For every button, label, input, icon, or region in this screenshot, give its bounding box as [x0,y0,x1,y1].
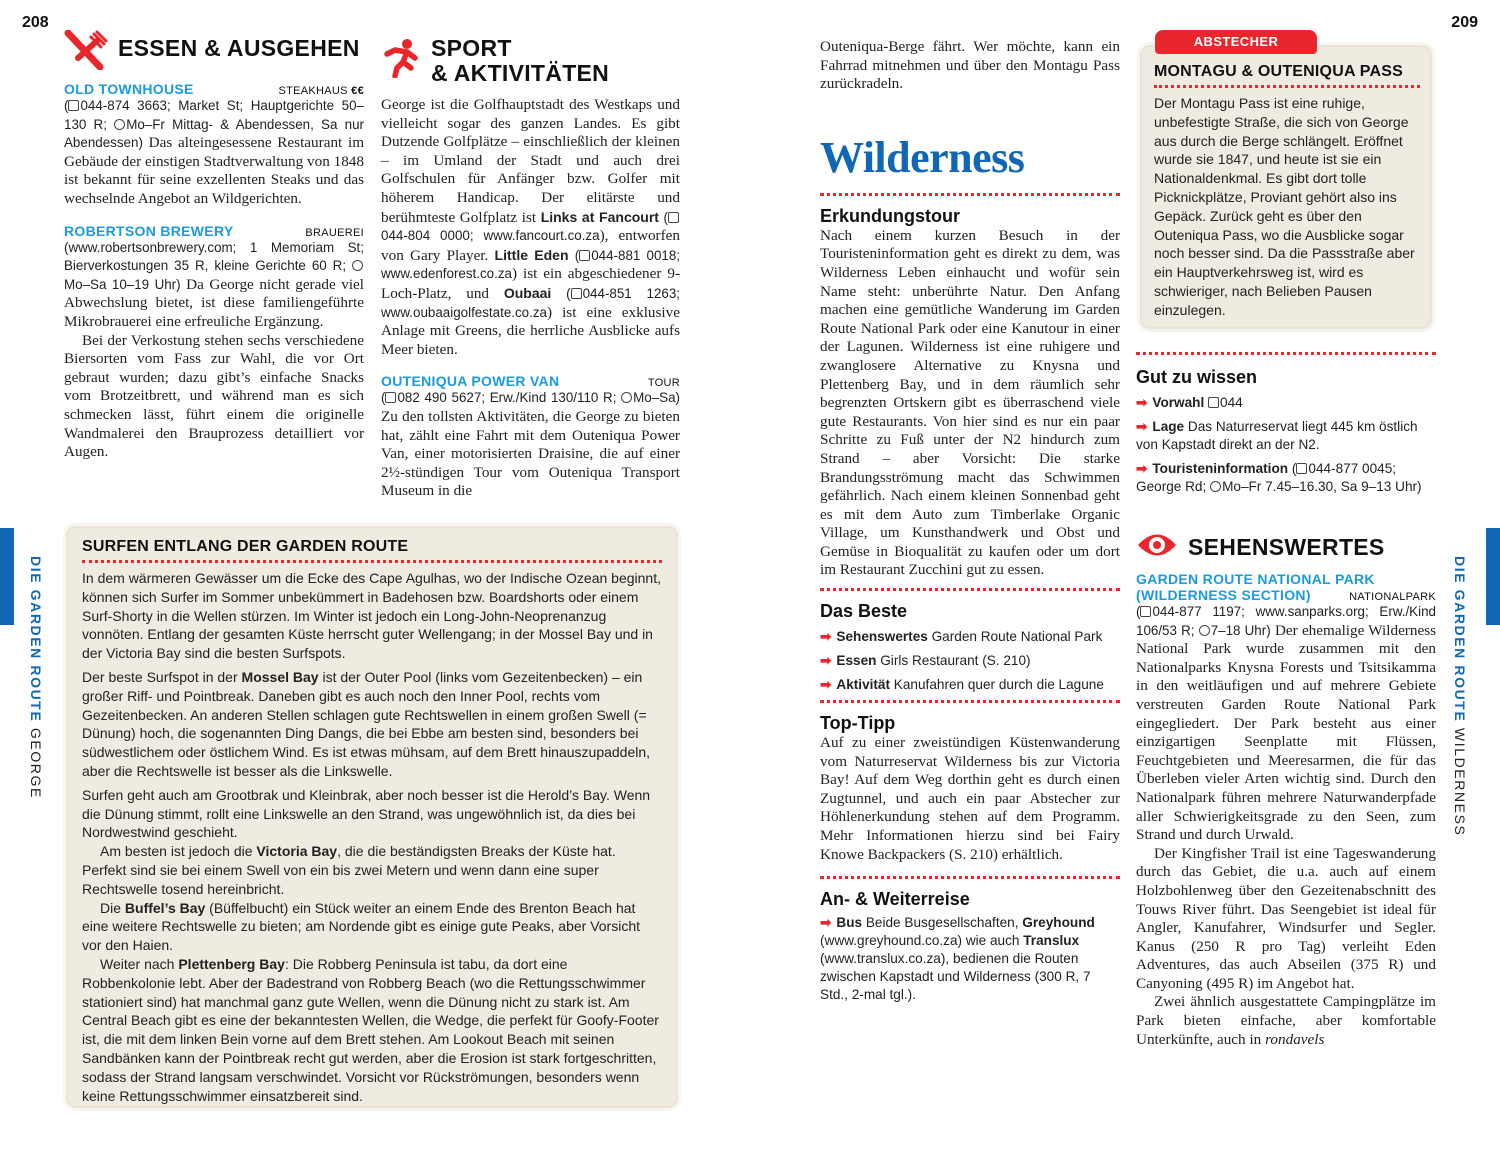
entry-power-van-body: ( 082 490 5627; Erw./Kind 130/110 R; Mo–Sa) Zu den tollsten Aktivitäten, die George zu bieten hat, zählt eine Fahrt mit dem Outeniqua Power Van, einer motorisierten Draisine, die auf einer 2½-stündigen Tour vom Outeniqua Transport Museum in die [381,390,681,500]
toptipp-heading: Top-Tipp [820,713,896,734]
entry-name: OLD TOWNHOUSE [64,81,194,97]
entry-old-townhouse-body: ( 044-874 3663; Market St; Hauptgerichte 50–130 R; Mo–Fr Mittag- & Abendessen, Sa nur Abendessen) Das alteingesessene Restaurant im Gebäude der einstigen Stadtverwaltung von 1848 ist bekannt für seine exzellenten Steaks und das wechselnde Angebot an Wildgerichten. [64,98,365,207]
phone-icon [579,250,590,261]
phone-icon [68,100,79,111]
clock-icon [621,392,632,403]
phone-icon [1296,463,1307,474]
side-label-right [1452,556,1468,836]
essen-title: ESSEN & AUSGEHEN [118,35,360,61]
clock-icon [352,260,363,271]
side-label-left [28,556,44,799]
abstecher-text: Der Montagu Pass ist eine ruhige, unbefestigte Straße, die sich von George aus durch die Berge schlängelt. Eröffnet wurde sie 1847, und heute ist sie ein Nationaldenkmal. Es gibt dort tolle Picknickplätze, Proviant gehört also ins Gepäck. Zurück geht es über den Outeniqua Pass, wo die Ausblicke sogar noch besser sind. Da die Passstraße aber ein Hauptverkehrsweg ist, wird es schwieriger, nach Belieben Pausen einzulegen. [1154,95,1415,318]
fact-item: ➡ Vorwahl 044 [1136,395,1243,410]
entry-robertson-body: (www.robertsonbrewery.com; 1 Memoriam St; Bierverkostungen 35 R, kleine Gerichte 60 R; Mo–Sa 10–19 Uhr) Da George nicht gerade viel Abwechslung bietet, ist diese familiengeführte Mikrobrauerei eine erfreuliche Ergänzung. Bei der Verkostung stehen sechs verschiedene Biersorten vom Fass zur Wahl, die vor Ort gebraut wurden; dazu gibt’s einfache Snacks vom Brotzeitbrett, und während man es sich schmecken lässt, führt einem die originelle Wandmalerei den Brauprozess detailliert vor Augen. [64,239,364,461]
entry-name: ROBERTSON BREWERY [64,222,234,239]
entry-type: STEAKHAUS €€ [278,85,364,97]
continued-text: Outeniqua-Berge fährt. Wer möchte, kann ein Fahrrad mitnehmen und über den Montagu Pass zurückradeln. [820,38,1120,93]
divider [1136,352,1436,355]
beste-item: ➡ Aktivität Kanufahren quer durch die Lagune [820,677,1104,693]
sport-intro: George ist die Golfhauptstadt des Westkaps und vielleicht sogar des ganzen Landes. Es gibt Dutzende Golfplätze – einschließlich der kleinen – im Umland der Stadt und auch drei Golfschulen für Anfänger bzw. Golfer mit höherem Handicap. Der elitärste und berühmteste Golfplatz ist Links at Fancourt (044-804 0000; www.fancourt.co.za), entworfen von Gary Player. Little Eden ( 044-881 0018; www.edenforest.co.za) ist ein abgeschiedener 9-Loch-Platz, und Oubaai ( 044-851 1263; www.oubaaigolfestate.co.za) ist eine exklusive Anlage mit Greens, die herrliche Ausblicke aufs Meer bieten. [381,96,681,358]
abstecher-box [1140,45,1432,329]
entry-type: NATIONALPARK [1349,591,1436,603]
erkundung-heading: Erkundungstour [820,205,960,226]
entry-name: OUTENIQUA POWER VAN [381,373,560,390]
essen-column [64,30,364,462]
essen-header [64,30,364,75]
side-label-place: WILDERNESS [1452,727,1468,837]
sehenswertes-title: SEHENSWERTES [1188,534,1385,560]
arrow-right-icon: ➡ [820,915,832,931]
surf-box-title: SURFEN ENTLANG DER GARDEN ROUTE [82,538,662,563]
gut-zu-wissen-heading: Gut zu wissen [1136,367,1258,387]
anreise-text: ➡ Bus Beide Busgesellschaften, Greyhound (www.greyhound.co.za) wie auch Translux (www.translux.co.za), bedienen die Routen zwischen Kapstadt und Wilderness (300 R, 7 Std., 2-mal tgl.). [820,915,1095,1003]
arrow-right-icon: ➡ [1136,461,1148,476]
beste-list [820,628,1120,694]
right-column [1136,352,1436,1049]
sehenswertes-header [1136,530,1436,565]
clock-icon [114,119,125,130]
beste-item: ➡ Essen Girls Restaurant (S. 210) [820,653,1031,669]
entry-name-line2: (WILDERNESS SECTION) [1136,587,1311,603]
divider [820,700,1120,703]
entry-type: BRAUEREI [305,226,364,239]
gut-zu-wissen-list [1136,394,1436,496]
beste-heading: Das Beste [820,601,908,622]
surf-info-box [66,526,678,1108]
arrow-right-icon: ➡ [1136,419,1148,434]
phone-icon [385,392,396,403]
divider [820,193,1120,196]
side-tab-marker-right [1486,528,1500,625]
phone-icon [1208,397,1219,408]
entry-old-townhouse-header [64,81,364,97]
divider [820,588,1120,591]
side-label-region: DIE GARDEN ROUTE [28,556,44,723]
clock-icon [1199,625,1210,636]
side-tab-marker-left [0,528,14,625]
fork-knife-icon [64,30,108,75]
entry-garden-route-body: ( 044-877 1197; www.sanparks.org; Erw./Kind 106/53 R; 7–18 Uhr) Der ehemalige Wilderness National Park wurde zusammen mit den Nationalparks Knysna Forests und Tsitsikamma in den weitläufigen und auf mehrere Gebiete verstreuten Garden Route National Park eingegliedert. Der Park besteht aus einer einzigartigen Seenplatte mit Flüssen, Feuchtgebieten und Meeresarmen, die für das Überleben vieler Arten wichtig sind. Durch den Nationalpark führen mehrere Naturwanderpfade aller Schwierigkeitsgrade zu den Seen, zum Strand und durch Urwald. Der Kingfisher Trail ist eine Tageswanderung durch das Gebiet, die u.a. auch auf einem Holzbohlenweg über den Gezeitenabschnitt des Touws River führt. Das Seengebiet ist ideal für Angler, Kanufahrer, Windsurfer und Segler. Kanus (250 R pro Tag) verleiht Eden Adventures, das auch Abseilen (375 R) und Canyoning (495 R) im Angebot hat. Zwei ähnlich ausgestattete Campingplätze im Park bieten einfache, aber komfortable Unterkünfte, auch in rondavels [1136,604,1437,1048]
arrow-right-icon: ➡ [820,629,832,645]
fact-item: ➡ Touristeninformation ( 044-877 0045; George Rd; Mo–Fr 7.45–16.30, Sa 9–13 Uhr) [1136,461,1422,494]
phone-icon [1140,606,1151,617]
clock-icon [1210,481,1221,492]
eye-icon [1136,530,1178,565]
sport-column [381,36,680,501]
arrow-right-icon: ➡ [820,653,832,669]
anreise-heading: An- & Weiterreise [820,889,970,910]
entry-robertson-header [64,223,364,239]
price-level: €€ [351,85,364,97]
toptipp-text: Auf zu einer zweistündigen Küstenwanderung vom Naturreservat Wilderness bis zur Victoria Bay! Auf dem Weg dorthin geht es durch einen Zugtunnel, und auch ein paar Abstecher zur Höhlenerkundung stehen auf dem Programm. Mehr Informationen hierzu sind bei Fairy Knowe Backpackers (S. 210) erhältlich. [820,734,1120,863]
abstecher-badge: ABSTECHER [1155,30,1317,54]
entry-garden-route-header [1136,571,1436,603]
abstecher-title: MONTAGU & OUTENIQUA PASS [1154,63,1420,88]
surf-box-text: In dem wärmeren Gewässer um die Ecke des Cape Agulhas, wo der Indische Ozean beginnt, können sich Surfer im Sommer unbekümmert in Badehosen bzw. Boardshorts oder einem Surf-Shorty in die Wellen stürzen. Im Winter ist jedoch ein Long-John-Neoprenanzug vonnöten. Entlang der gesamten Küste herrscht guter Wellengang; in der Mossel Bay und in der Victoria Bay sind die besten Surfspots. Der beste Surfspot in der Mossel Bay ist der Outer Pool (links vom Gezeitenbecken) – ein großer Riff- und Pointbreak. Daneben gibt es auch noch den Inner Pool, rechts vom Gezeitenbecken. An anderen Stellen schlagen gute Rechtswellen in einem großen Swell (= Dünung) hoch, die sogenannten Ding Dangs, die bei Ebbe am besten sind, besonders bei südwestlichem oder östlichem Wind. Es ist etwas mühsam, auf dem Brett hinauszupaddeln, aber die Rechtswelle ist besser als die Linkswelle. Surfen geht auch am Grootbrak und Kleinbrak, aber noch besser ist die Herold’s Bay. Wenn die Dünung stimmt, rollt eine Linkswelle an den Strand, was ungewöhnlich ist, da dies bei Nordwestwind geschieht. Am besten ist jedoch die Victoria Bay, die die beständigsten Breaks der Küste hat. Perfekt sind sie bei einem Swell von ein bis zwei Metern und wenn dann eine super Rechtswelle tosend hereinbricht. Die Buffel’s Bay (Büffelbucht) ein Stück weiter an einem Ende des Brenton Beach hat eine weitere Rechtswelle zu bieten; am Nordende gibt es einige gute Peaks, aber Vorsicht vor den Haien. Weiter nach Plettenberg Bay: Die Robberg Peninsula ist tabu, da dort eine Robbenkolonie lebt. Aber der Badestrand von Robberg Beach (wo die Rettungsschwimmer stationiert sind) hat manchmal ganz gute Wellen, wenn die Dünung nicht zu stark ist. Am Central Beach gibt es eine der bekanntesten Wellen, die Wedge, die perfekt für Goofy-Footer ist, die mit dem linken Bein vorne auf dem Brett stehen. Am Lookout Beach mit seinen Sandbänken kann der Pointbreak recht gut werden, aber die Erosion ist stark fortgeschritten, sodass der Strand langsam verschwindet. Vorsicht vor Rückströmungen, besonders wenn keine Rettungsschwimmer einsatzbereit sind. [82,570,661,1104]
chapter-title: Wilderness [820,132,1025,182]
page-number-left: 208 [22,14,49,31]
sport-header [381,36,680,86]
erkundung-text: Nach einem kurzen Besuch in der Touristeninformation geht es direkt zu dem, was Wilderness Leben einhaucht und wofür sein Name steht: unberührte Natur. Den Anfang machen eine gemütliche Wanderung im Garden Route National Park oder eine Kanutour in einer der Lagunen. Wilderness ist eine ruhigere und zwanglosere Alternative zu Knysna und Plettenberg Bay, und in dem räumlich sehr begrenzten Ortskern gibt es überraschend viele gute Restaurants. Von hier sind es nur ein paar Schritte zu Fuß unter der N2 hindurch zum Strand – aber Vorsicht: Die starke Brandungsströmung macht das Schwimmen gefährlich. Nach einem kleinen Sonnenbad geht es mit dem Auto zum Timberlake Organic Village, um Kunsthandwerk und Obst und Gemüse in Bioqualität zu kaufen oder um dort im Restaurant Zucchini gut zu essen. [820,226,1120,579]
phone-icon [668,212,679,223]
entry-power-van-header [381,373,680,389]
sport-title: SPORT & AKTIVITÄTEN [431,35,610,86]
divider [820,876,1120,879]
runner-icon [381,38,421,83]
arrow-right-icon: ➡ [820,677,832,693]
phone-icon [571,288,582,299]
fact-item: ➡ Lage Das Naturreservat liegt 445 km östlich von Kapstadt direkt an der N2. [1136,419,1418,452]
wilderness-column [820,38,1120,1004]
arrow-right-icon: ➡ [1136,395,1148,410]
entry-type: TOUR [647,377,680,390]
page-number-right: 209 [1451,14,1478,31]
entry-name: GARDEN ROUTE NATIONAL PARK [1136,571,1375,587]
beste-item: ➡ Sehenswertes Garden Route National Park [820,629,1103,645]
side-label-region: DIE GARDEN ROUTE [1452,556,1468,723]
side-label-place: GEORGE [28,727,44,799]
